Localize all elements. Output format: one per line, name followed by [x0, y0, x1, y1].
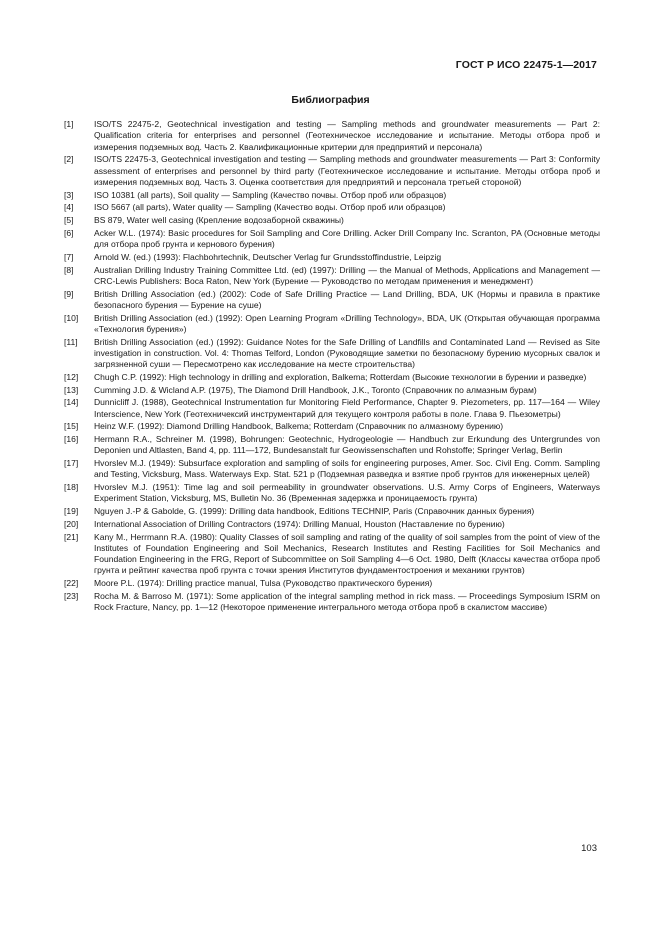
bibliography-list	[64, 119, 600, 615]
reference-text: British Drilling Association (ed.) (2002): Code of Safe Drilling Practice — Land Drilling, BDA, UK (Нормы и правила в практике безопасного бурения — Бурение на суше)	[94, 288, 600, 310]
reference-text: Dunnicliff J. (1988), Geotechnical Instrumentation fur Monitoring Field Performance, Chapter 9. Piezometers, pp. 117—164 — Wiley Interscience, New York (Геотехничексий инструментарий для текущего контроля работы в поле. Глава 9. Пьезометры)	[94, 397, 600, 419]
reference-number: [16]	[64, 434, 79, 444]
reference-text: Hvorslev M.J. (1949): Subsurface exploration and sampling of soils for engineering purposes, Amer. Soc. Civil Eng. Comm. Sampling and Testing, Vicksburg, Mass. Waterways Exp. Stat. 521 p (Подземная разведка и взятие проб грунтов для инженерных целей)	[94, 458, 600, 480]
reference-item	[64, 119, 600, 153]
reference-item	[64, 519, 600, 530]
reference-item	[64, 578, 600, 589]
reference-item	[64, 228, 600, 251]
reference-item	[64, 289, 600, 312]
reference-text: Cumming J.D. & Wicland A.P. (1975), The Diamond Drill Handbook, J.K., Toronto (Справочник по алмазным бурам)	[94, 384, 537, 395]
reference-text: Heinz W.F. (1992): Diamond Drilling Handbook, Balkema; Rotterdam (Справочник по алмазному бурению)	[94, 421, 504, 432]
reference-item	[64, 421, 600, 432]
reference-text: British Drilling Association (ed.) (1992): Open Learning Program «Drilling Technology», BDA, UK (Открытая обучающая программа «Технология бурения»)	[94, 312, 600, 334]
reference-text: Rocha M. & Barroso M. (1971): Some application of the integral sampling method in rick mass. — Proceedings Symposium ISRM on Rock Fracture, Nancy, pp. 1—12 (Некоторое применение интегрального метода отбора проб в скалистом массиве)	[94, 590, 600, 612]
reference-text: Moore P.L. (1974): Drilling practice manual, Tulsa (Руководство практического бурения)	[94, 578, 433, 588]
reference-number: [5]	[64, 215, 74, 225]
reference-text: Hermann R.A., Schreiner M. (1998), Bohrungen: Geotechnic, Hydrogeologie — Handbuch zur Erkundung des Untergrundes von Deponien und Altlasten, Band 4, pp. 111—172, Bundesanstalt fur Geowissenschaften und Rohstoffe; Springer Verlag, Berlin	[94, 434, 600, 456]
reference-item	[64, 202, 600, 213]
reference-item	[64, 313, 600, 336]
reference-item	[64, 215, 600, 226]
reference-text: Arnold W. (ed.) (1993): Flachbohrtechnik, Deutscher Verlag fur Grundsstoffindustrie, Leipzig	[94, 251, 442, 262]
reference-number: [3]	[64, 189, 74, 200]
reference-number: [17]	[64, 458, 79, 468]
page-number: 103	[581, 843, 597, 854]
reference-number: [12]	[64, 371, 79, 382]
standard-designation: ГОСТ Р ИСО 22475-1—2017	[455, 59, 597, 71]
reference-text: International Association of Drilling Contractors (1974): Drilling Manual, Houston (Наставление по бурению)	[94, 518, 505, 529]
reference-number: [14]	[64, 397, 79, 408]
reference-number: [1]	[64, 119, 74, 129]
reference-number: [18]	[64, 482, 79, 492]
reference-number: [10]	[64, 312, 79, 323]
reference-number: [8]	[64, 264, 74, 275]
reference-text: ISO/TS 22475-3, Geotechnical investigation and testing — Sampling methods and groundwater measurements — Part 3: Conformity assessment of enterprises and personnel by third party (Геотехническое исследование и испытание. Методы отбора проб и измерения подземных вод. Часть 3. Оценка соответствия для предприятий и персонала третьей стороной)	[94, 154, 600, 187]
reference-item	[64, 434, 600, 457]
reference-number: [6]	[64, 227, 74, 238]
reference-text: Hvorslev M.J. (1951): Time lag and soil permeability in groundwater observations. U.S. Army Corps of Engineers, Waterways Experiment Station, Vicksburg, MS, Bulletin No. 36 (Временная задержка и проницаемость грунта)	[94, 482, 600, 504]
reference-item	[64, 591, 600, 614]
reference-number: [20]	[64, 518, 79, 529]
reference-item	[64, 506, 600, 517]
reference-text: Nguyen J.-P & Gabolde, G. (1999): Drilling data handbook, Editions TECHNIP, Paris (Справочник данных бурения)	[94, 506, 535, 516]
reference-number: [13]	[64, 384, 79, 395]
reference-item	[64, 252, 600, 263]
reference-text: ISO/TS 22475-2, Geotechnical investigation and testing — Sampling methods and groundwater measurements — Part 2: Qualification criteria for enterprises and personnel (Геотехническое исследование и испытание. Методы отбора проб и измерения подземных вод. Часть 2. Квалификационные критерии для предприятий и персонала)	[94, 119, 600, 152]
reference-item	[64, 190, 600, 201]
page-title: Библиография	[291, 94, 370, 106]
reference-text: BS 879, Water well casing (Крепление водозаборной скважины)	[94, 215, 344, 225]
reference-number: [4]	[64, 202, 74, 213]
reference-item	[64, 337, 600, 371]
reference-number: [22]	[64, 578, 79, 588]
reference-item	[64, 372, 600, 383]
reference-text: Australian Drilling Industry Training Committee Ltd. (ed) (1997): Drilling — the Manual of Methods, Applications and Management — CRC-Lewis Publishers: Boca Raton, New York (Бурение — Руководство по методам применения и менеджмент)	[94, 264, 600, 286]
reference-number: [9]	[64, 288, 74, 299]
reference-text: Acker W.L. (1974): Basic procedures for Soil Sampling and Core Drilling. Acker Drill Company Inc. Scranton, PA (Основные методы для отбора проб грунта и кернового бурения)	[94, 227, 600, 249]
reference-item	[64, 265, 600, 288]
reference-number: [23]	[64, 590, 79, 601]
reference-text: ISO 10381 (all parts), Soil quality — Sampling (Качество почвы. Отбор проб или образцов)	[94, 189, 447, 200]
reference-item	[64, 458, 600, 481]
reference-text: British Drilling Association (ed.) (1992): Guidance Notes for the Safe Drilling of Landfills and Contaminated Land — Revised as Site investigation in construction. Vol. 4: Thomas Telford, London (Руководящие заметки по безопасному бурению мусорных свалок и загрязненной суши — Пересмотрено как исследование на месте строительства)	[94, 336, 600, 369]
reference-number: [2]	[64, 154, 74, 165]
reference-number: [15]	[64, 421, 79, 432]
reference-text: Chugh C.P. (1992): High technology in drilling and exploration, Balkema; Rotterdam (Высокие технологии в бурении и разведке)	[94, 371, 587, 382]
reference-item	[64, 385, 600, 396]
reference-number: [19]	[64, 506, 79, 516]
reference-item	[64, 532, 600, 577]
reference-number: [7]	[64, 251, 74, 262]
reference-text: Kany M., Herrmann R.A. (1980): Quality Classes of soil sampling and rating of the quality of soil samples from the point of view of the Institutes of Foundation Engineering and Soil Mechanics, Research Institutes and Resting Facilities for Soil Mechanics and Foundation Engineering in the FRG, Report of Subcommittee on Soil Sampling 4—6 Oct. 1980, Delft (Классы качества отбора проб грунта и рейтинг качества проб грунта с точки зрения Институтов фундаментостроения и механики грунтов)	[94, 531, 600, 576]
reference-text: ISO 5667 (all parts), Water quality — Sampling (Качество воды. Отбор проб или образцов)	[94, 202, 446, 213]
reference-item	[64, 482, 600, 505]
reference-item	[64, 154, 600, 188]
reference-number: [21]	[64, 531, 79, 542]
reference-number: [11]	[64, 336, 78, 347]
reference-item	[64, 397, 600, 420]
